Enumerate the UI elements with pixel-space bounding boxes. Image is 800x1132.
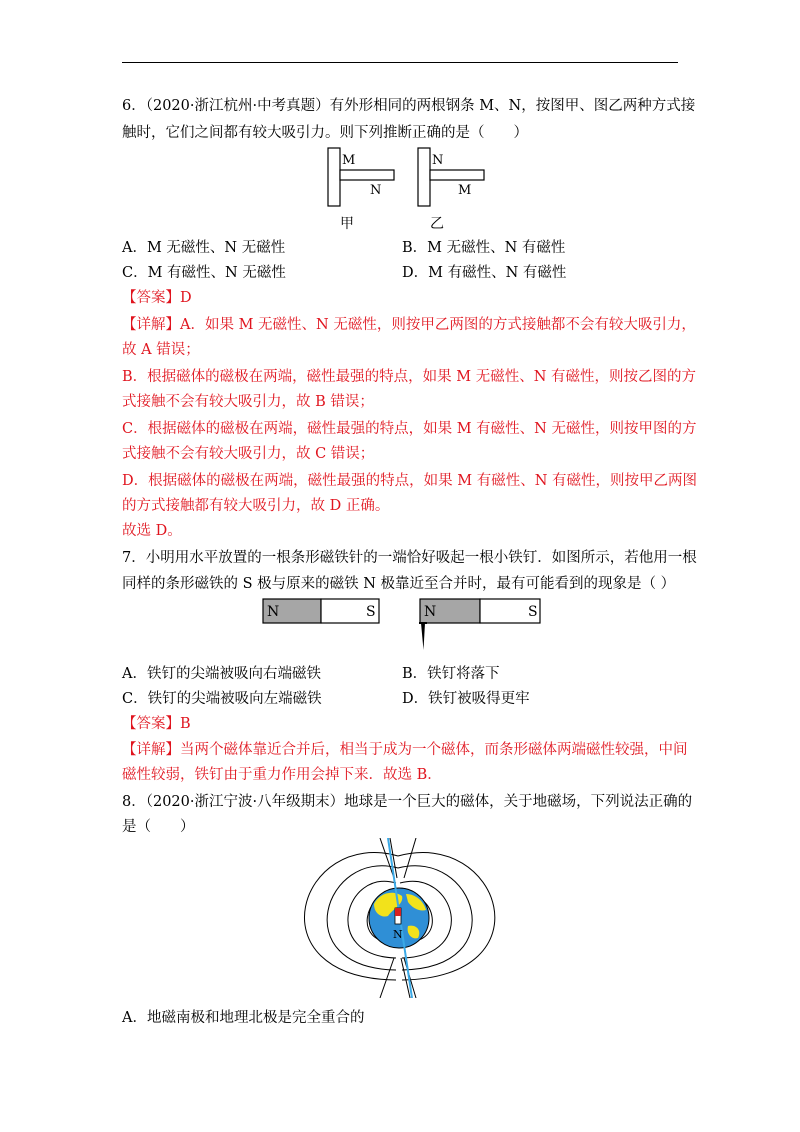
q6-right-label-bar: M (458, 183, 472, 198)
q6-stem-line2: 触时，它们之间都有较大吸引力。则下列推断正确的是（ ） (122, 125, 528, 141)
q6-explain-line-6: 式接触不会有较大吸引力，故 C 错误； (122, 446, 375, 462)
q7-iron-nail (421, 623, 425, 650)
q7-option-d[interactable]: D．铁钉被吸得更牢 (402, 691, 530, 707)
q6-left-label-top: M (342, 153, 356, 168)
q7-stem-line2: 同样的条形磁铁的 S 极与原来的磁铁 N 极靠近至合并时，最有可能看到的现象是（ ） (122, 576, 676, 592)
compass-needle-red-half (395, 908, 401, 916)
q8-stem-line1: 8．（2020·浙江宁波·八年级期末）地球是一个巨大的磁体，关于地磁场，下列说法正确的 (122, 794, 693, 810)
q7-explain-line-2: 磁性较弱，铁钉由于重力作用会掉下来．故选 B． (122, 767, 442, 783)
q7-option-c[interactable]: C．铁钉的尖端被吸向左端磁铁 (122, 691, 322, 707)
q6-option-d[interactable]: D．M 有磁性、N 有磁性 (402, 265, 567, 281)
q6-right-caption: 乙 (430, 216, 444, 232)
q6-answer: 【答案】D (122, 290, 192, 306)
q7-explain-line-1: 【详解】当两个磁体靠近合并后，相当于成为一个磁体，而条形磁体两端磁性较强，中间 (122, 742, 688, 758)
field-line-bottom-1 (380, 958, 394, 998)
q6-figure (310, 146, 510, 236)
q7-option-b[interactable]: B．铁钉将落下 (402, 666, 500, 682)
q6-option-a[interactable]: A．M 无磁性、N 无磁性 (122, 240, 286, 256)
q6-stem-line1: 6．（2020·浙江杭州·中考真题）有外形相同的两根钢条 M、N，按图甲、图乙两种方式接 (122, 98, 696, 114)
q7-option-a[interactable]: A．铁钉的尖端被吸向右端磁铁 (122, 666, 321, 682)
q6-right-horizontal-bar (430, 170, 484, 180)
q6-left-caption: 甲 (340, 216, 354, 232)
q6-explain-line-2: 故 A 错误； (122, 342, 200, 358)
q6-right-label-top: N (432, 153, 444, 168)
q6-explain-line-1: 【详解】A．如果 M 无磁性、N 无磁性，则按甲乙两图的方式接触都不会有较大吸引力， (122, 317, 696, 333)
header-rule (122, 62, 678, 63)
q7-magnet1-n-label: N (267, 604, 280, 620)
q8-stem-line2: 是（ ） (122, 819, 195, 835)
q6-left-label-bar: N (370, 183, 382, 198)
q7-answer: 【答案】B (122, 716, 191, 732)
q6-explain-line-9: 故选 D。 (122, 523, 182, 539)
q6-explain-line-5: C．根据磁体的磁极在两端，磁性最强的特点，如果 M 有磁性、N 无磁性，则按甲图的方 (122, 421, 697, 437)
q6-explain-line-7: D．根据磁体的磁极在两端，磁性最强的特点，如果 M 有磁性、N 有磁性，则按甲乙两图 (122, 473, 697, 489)
q6-option-c[interactable]: C．M 有磁性、N 无磁性 (122, 265, 286, 281)
q7-magnet2-n-label: N (424, 604, 437, 620)
compass-label: N (393, 928, 403, 941)
q6-left-vertical-bar (328, 148, 340, 206)
q8-option-a[interactable]: A．地磁南极和地理北极是完全重合的 (122, 1010, 365, 1026)
q7-magnet1-s-label: S (366, 604, 376, 620)
q7-figure (262, 598, 544, 658)
q8-earth-magnetic-field-figure (270, 838, 530, 998)
q6-left-horizontal-bar (340, 170, 394, 180)
q6-explain-line-8: 的方式接触都有较大吸引力，故 D 正确。 (122, 498, 390, 514)
q6-right-vertical-bar (418, 148, 430, 206)
q6-explain-line-4: 式接触不会有较大吸引力，故 B 错误； (122, 394, 374, 410)
q6-option-b[interactable]: B．M 无磁性、N 有磁性 (402, 240, 566, 256)
q6-explain-line-3: B．根据磁体的磁极在两端，磁性最强的特点，如果 M 无磁性、N 有磁性，则按乙图的方 (122, 369, 697, 385)
field-line-top-2 (404, 838, 416, 878)
q7-magnet2-s-label: S (528, 604, 538, 620)
q7-stem-line1: 7．小明用水平放置的一根条形磁铁针的一端恰好吸起一根小铁钉．如图所示，若他用一根 (122, 550, 697, 566)
